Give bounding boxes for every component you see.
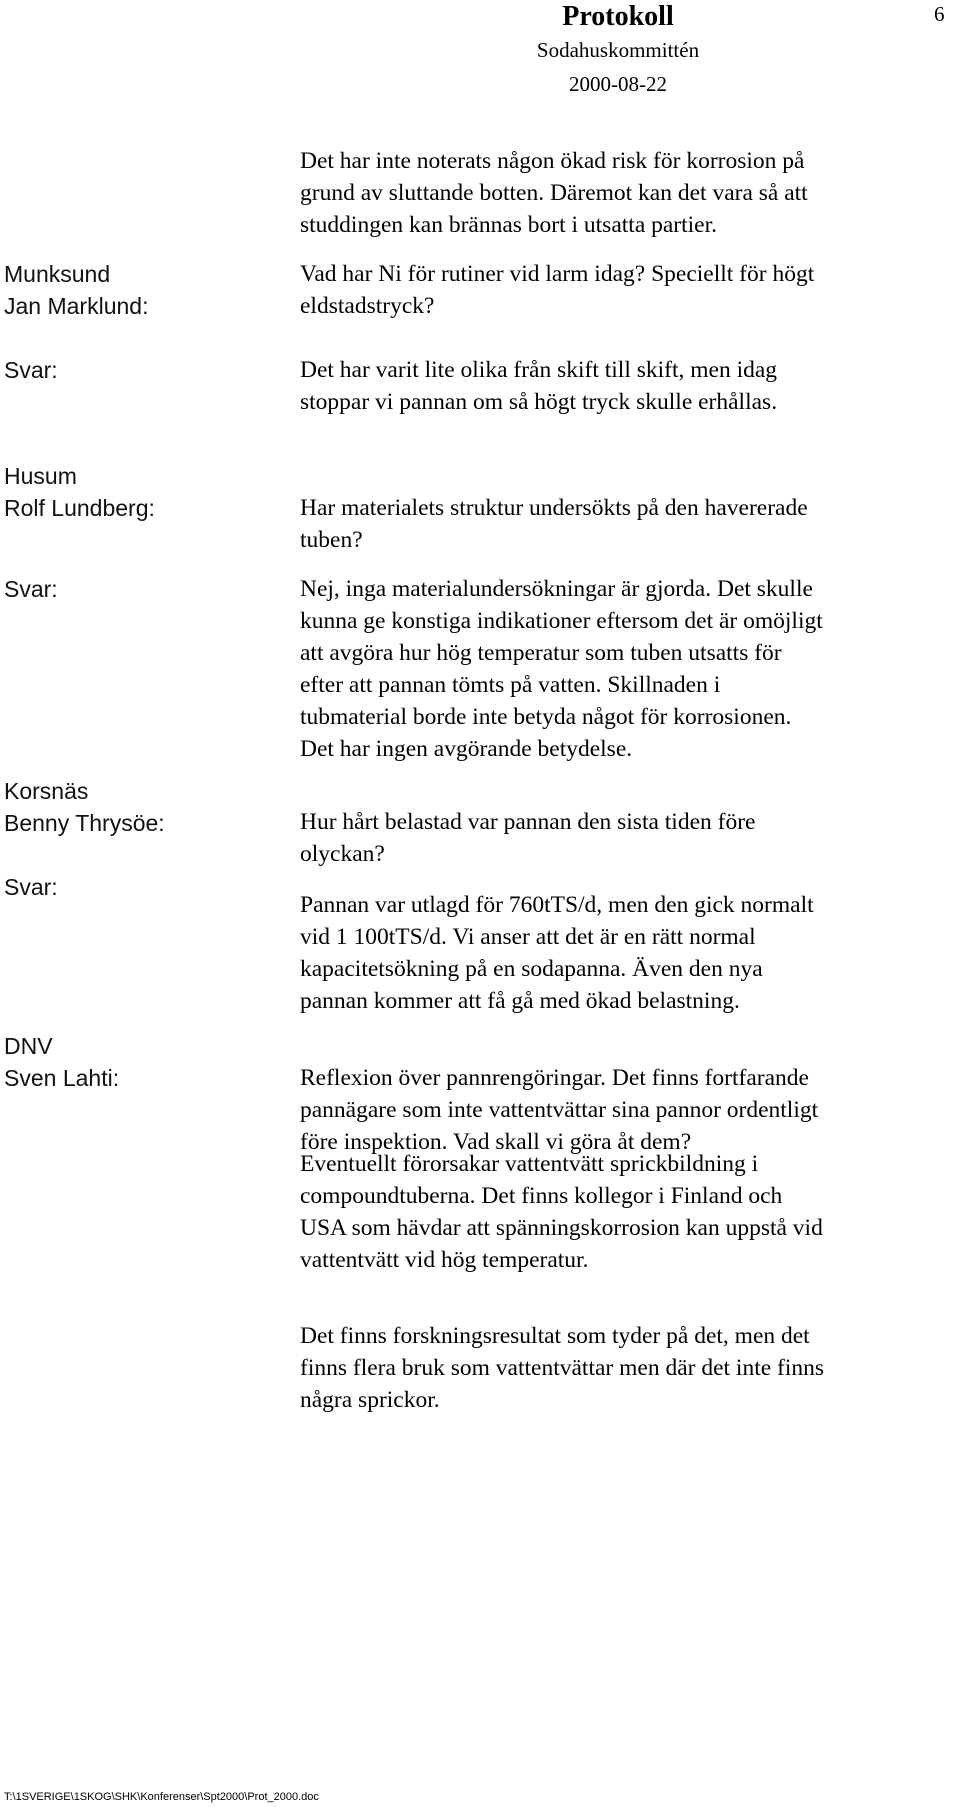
paragraph-answer: Det finns forskningsresultat som tyder på det, men det finns flera bruk som vattentvättar men där det inte finns några sprickor.: [300, 1323, 825, 1413]
paragraph-question: Har materialets struktur undersökts på den havererade tuben?: [300, 495, 808, 553]
page-number: 6: [934, 2, 945, 26]
paragraph-question: Hur hårt belastad var pannan den sista tiden före olyckan?: [300, 809, 756, 867]
paragraph-answer: Nej, inga materialundersökningar är gjorda. Det skulle kunna ge konstiga indikationer eftersom det är omöjligt att avgöra hur hög temperatur som tuben utsatts för efter att pannan tömts på vatten. Skillnaden i tubmaterial borde inte betyda något för korrosionen. Det har ingen avgörande betydelse.: [300, 576, 823, 762]
speaker-org: Munksund: [4, 261, 111, 287]
speaker-org: DNV: [4, 1033, 53, 1059]
document-header: [0, 0, 960, 96]
committee-name: Sodahuskommittén: [536, 38, 700, 62]
speaker-org: Korsnäs: [4, 778, 89, 804]
answer-label: Svar:: [4, 357, 58, 383]
paragraph-question: Reflexion över pannrengöringar. Det finns fortfarande pannägare som inte vattentvättar sina pannor ordentligt före inspektion. Vad skall vi göra åt dem?: [300, 1065, 819, 1155]
paragraph-answer: Pannan var utlagd för 760tTS/d, men den gick normalt vid 1 100tTS/d. Vi anser att det är en rätt normal kapacitetsökning på en sodapanna. Även den nya pannan kommer att få gå med ökad belastning.: [300, 892, 814, 1014]
paragraph-answer: Eventuellt förorsakar vattentvätt sprickbildning i compoundtuberna. Det finns kollegor i Finland och USA som hävdar att spänningskorrosion kan uppstå vid vattentvätt vid hög temperatur.: [300, 1151, 823, 1273]
speaker-husum: [4, 460, 284, 524]
paragraph-question: Vad har Ni för rutiner vid larm idag? Speciellt för högt eldstadstryck?: [300, 261, 815, 319]
paragraph-answer: Det har inte noterats någon ökad risk för korrosion på grund av sluttande botten. Däremot kan det vara så att studdingen kan brännas bort i utsatta partier.: [300, 148, 808, 238]
speaker-dnv: [4, 1030, 284, 1094]
speaker-name: Jan Marklund:: [4, 293, 149, 319]
document-title: Protokoll: [562, 1, 674, 32]
answer-label: Svar:: [4, 576, 58, 602]
paragraph-answer: Det har varit lite olika från skift till skift, men idag stoppar vi pannan om så högt tryck skulle erhållas.: [300, 357, 778, 415]
answer-label: Svar:: [4, 874, 58, 900]
speaker-munksund: [4, 258, 284, 322]
speaker-name: Sven Lahti:: [4, 1065, 120, 1091]
file-path-footer: T:\1SVERIGE\1SKOG\SHK\Konferenser\Spt2000\Prot_2000.doc: [4, 1791, 319, 1803]
document-date: 2000-08-22: [569, 72, 667, 96]
speaker-org: Husum: [4, 463, 77, 489]
speaker-name: Benny Thrysöe:: [4, 810, 165, 836]
speaker-korsnas: [4, 775, 284, 839]
speaker-name: Rolf Lundberg:: [4, 495, 155, 521]
